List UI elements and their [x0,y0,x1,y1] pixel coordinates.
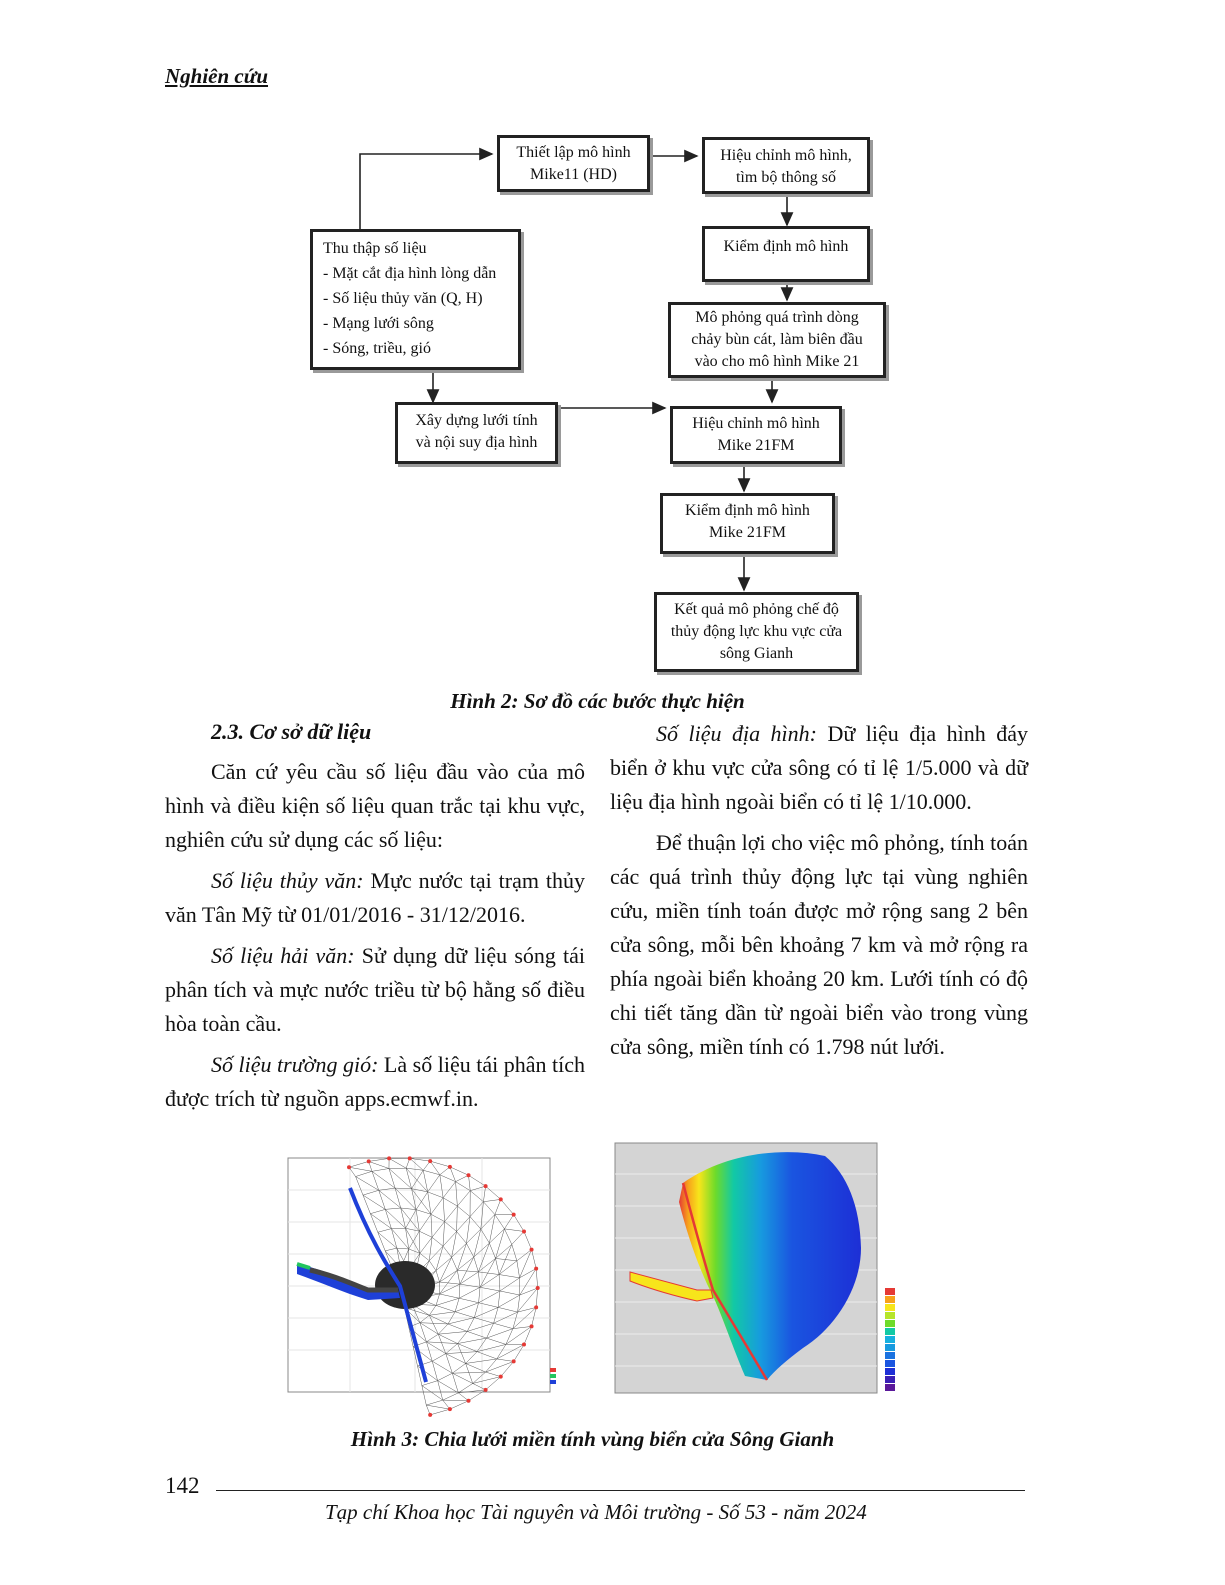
paragraph: Số liệu thủy văn: Mực nước tại trạm thủy văn Tân Mỹ từ 01/01/2016 - 31/12/2016. [165,868,585,927]
paragraph-label: Số liệu địa hình: [656,721,817,746]
paragraph: Số liệu địa hình: Dữ liệu địa hình đáy biển ở khu vực cửa sông có tỉ lệ 1/5.000 và dữ liệu địa hình ngoài biển có tỉ lệ 1/10.000. [610,721,1028,814]
footer-rule [216,1490,1025,1491]
page-number: 142 [165,1473,200,1498]
paragraph: Số liệu trường gió: Là số liệu tái phân tích được trích từ nguồn apps.ecmwf.in. [165,1052,586,1111]
section-label: Nghiên cứu [165,64,269,88]
paragraph-label: Số liệu hải văn: [211,943,355,968]
figure2-caption: Hình 2: Sơ đồ các bước thực hiện [450,689,745,713]
depth-legend [885,1288,895,1391]
paragraph-label: Số liệu trường gió: [211,1052,379,1077]
box-calibrate-mike21fm: Hiệu chỉnh mô hình Mike 21FM [670,406,842,464]
figure3-caption: Hình 3: Chia lưới miền tính vùng biển cửa Sông Gianh [350,1427,835,1451]
box-setup-mike11: Thiết lập mô hình Mike11 (HD) [497,135,650,192]
box-final-result: Kết quả mô phỏng chế độ thủy động lực khu vực cửa sông Gianh [654,592,859,672]
paragraph-label: Số liệu thủy văn: [211,868,364,893]
paragraph: Số liệu hải văn: Sử dụng dữ liệu sóng tái phân tích và mực nước triều từ bộ hằng số điều hòa toàn cầu. [165,943,585,1036]
paragraph: Căn cứ yêu cầu số liệu đầu vào của mô hình và điều kiện số liệu quan trắc tại khu vực, nghiên cứu sử dụng các số liệu: [165,759,585,852]
bathymetry-figure [585,1138,945,1430]
text-column-right [610,717,1028,1071]
flowchart [0,0,1225,690]
box-build-mesh: Xây dựng lưới tính và nội suy địa hình [395,402,558,464]
box-data-collection: Thu thập số liệu - Mặt cắt địa hình lòng dẫn - Số liệu thủy văn (Q, H) - Mạng lưới sông - Sóng, triều, gió [310,229,521,370]
flowchart-arrows [0,0,1225,690]
box-calibrate-mike11: Hiệu chỉnh mô hình, tìm bộ thông số [702,137,870,194]
box-sediment-simulation: Mô phỏng quá trình dòng chảy bùn cát, làm biên đầu vào cho mô hình Mike 21 [668,302,886,378]
journal-title: Tạp chí Khoa học Tài nguyên và Môi trường - Số 53 - năm 2024 [325,1500,867,1524]
box-verify-mike21fm: Kiểm định mô hình Mike 21FM [660,493,835,554]
text-column-left [165,715,585,1123]
mesh-figure [250,1140,580,1430]
paragraph: Để thuận lợi cho việc mô phỏng, tính toán các quá trình thủy động lực tại vùng nghiên cứu, miền tính toán được mở rộng sang 2 bên cửa sông, mỗi bên khoảng 7 km và mở rộng ra phía ngoài biển khoảng 20 km. Lưới tính có độ chi tiết tăng dần từ ngoài biển vào trong vùng cửa sông, miền tính có 1.798 nút lưới. [610,830,1028,1059]
section-heading: 2.3. Cơ sở dữ liệu [211,719,372,744]
box-verify-mike11: Kiểm định mô hình [702,226,870,282]
